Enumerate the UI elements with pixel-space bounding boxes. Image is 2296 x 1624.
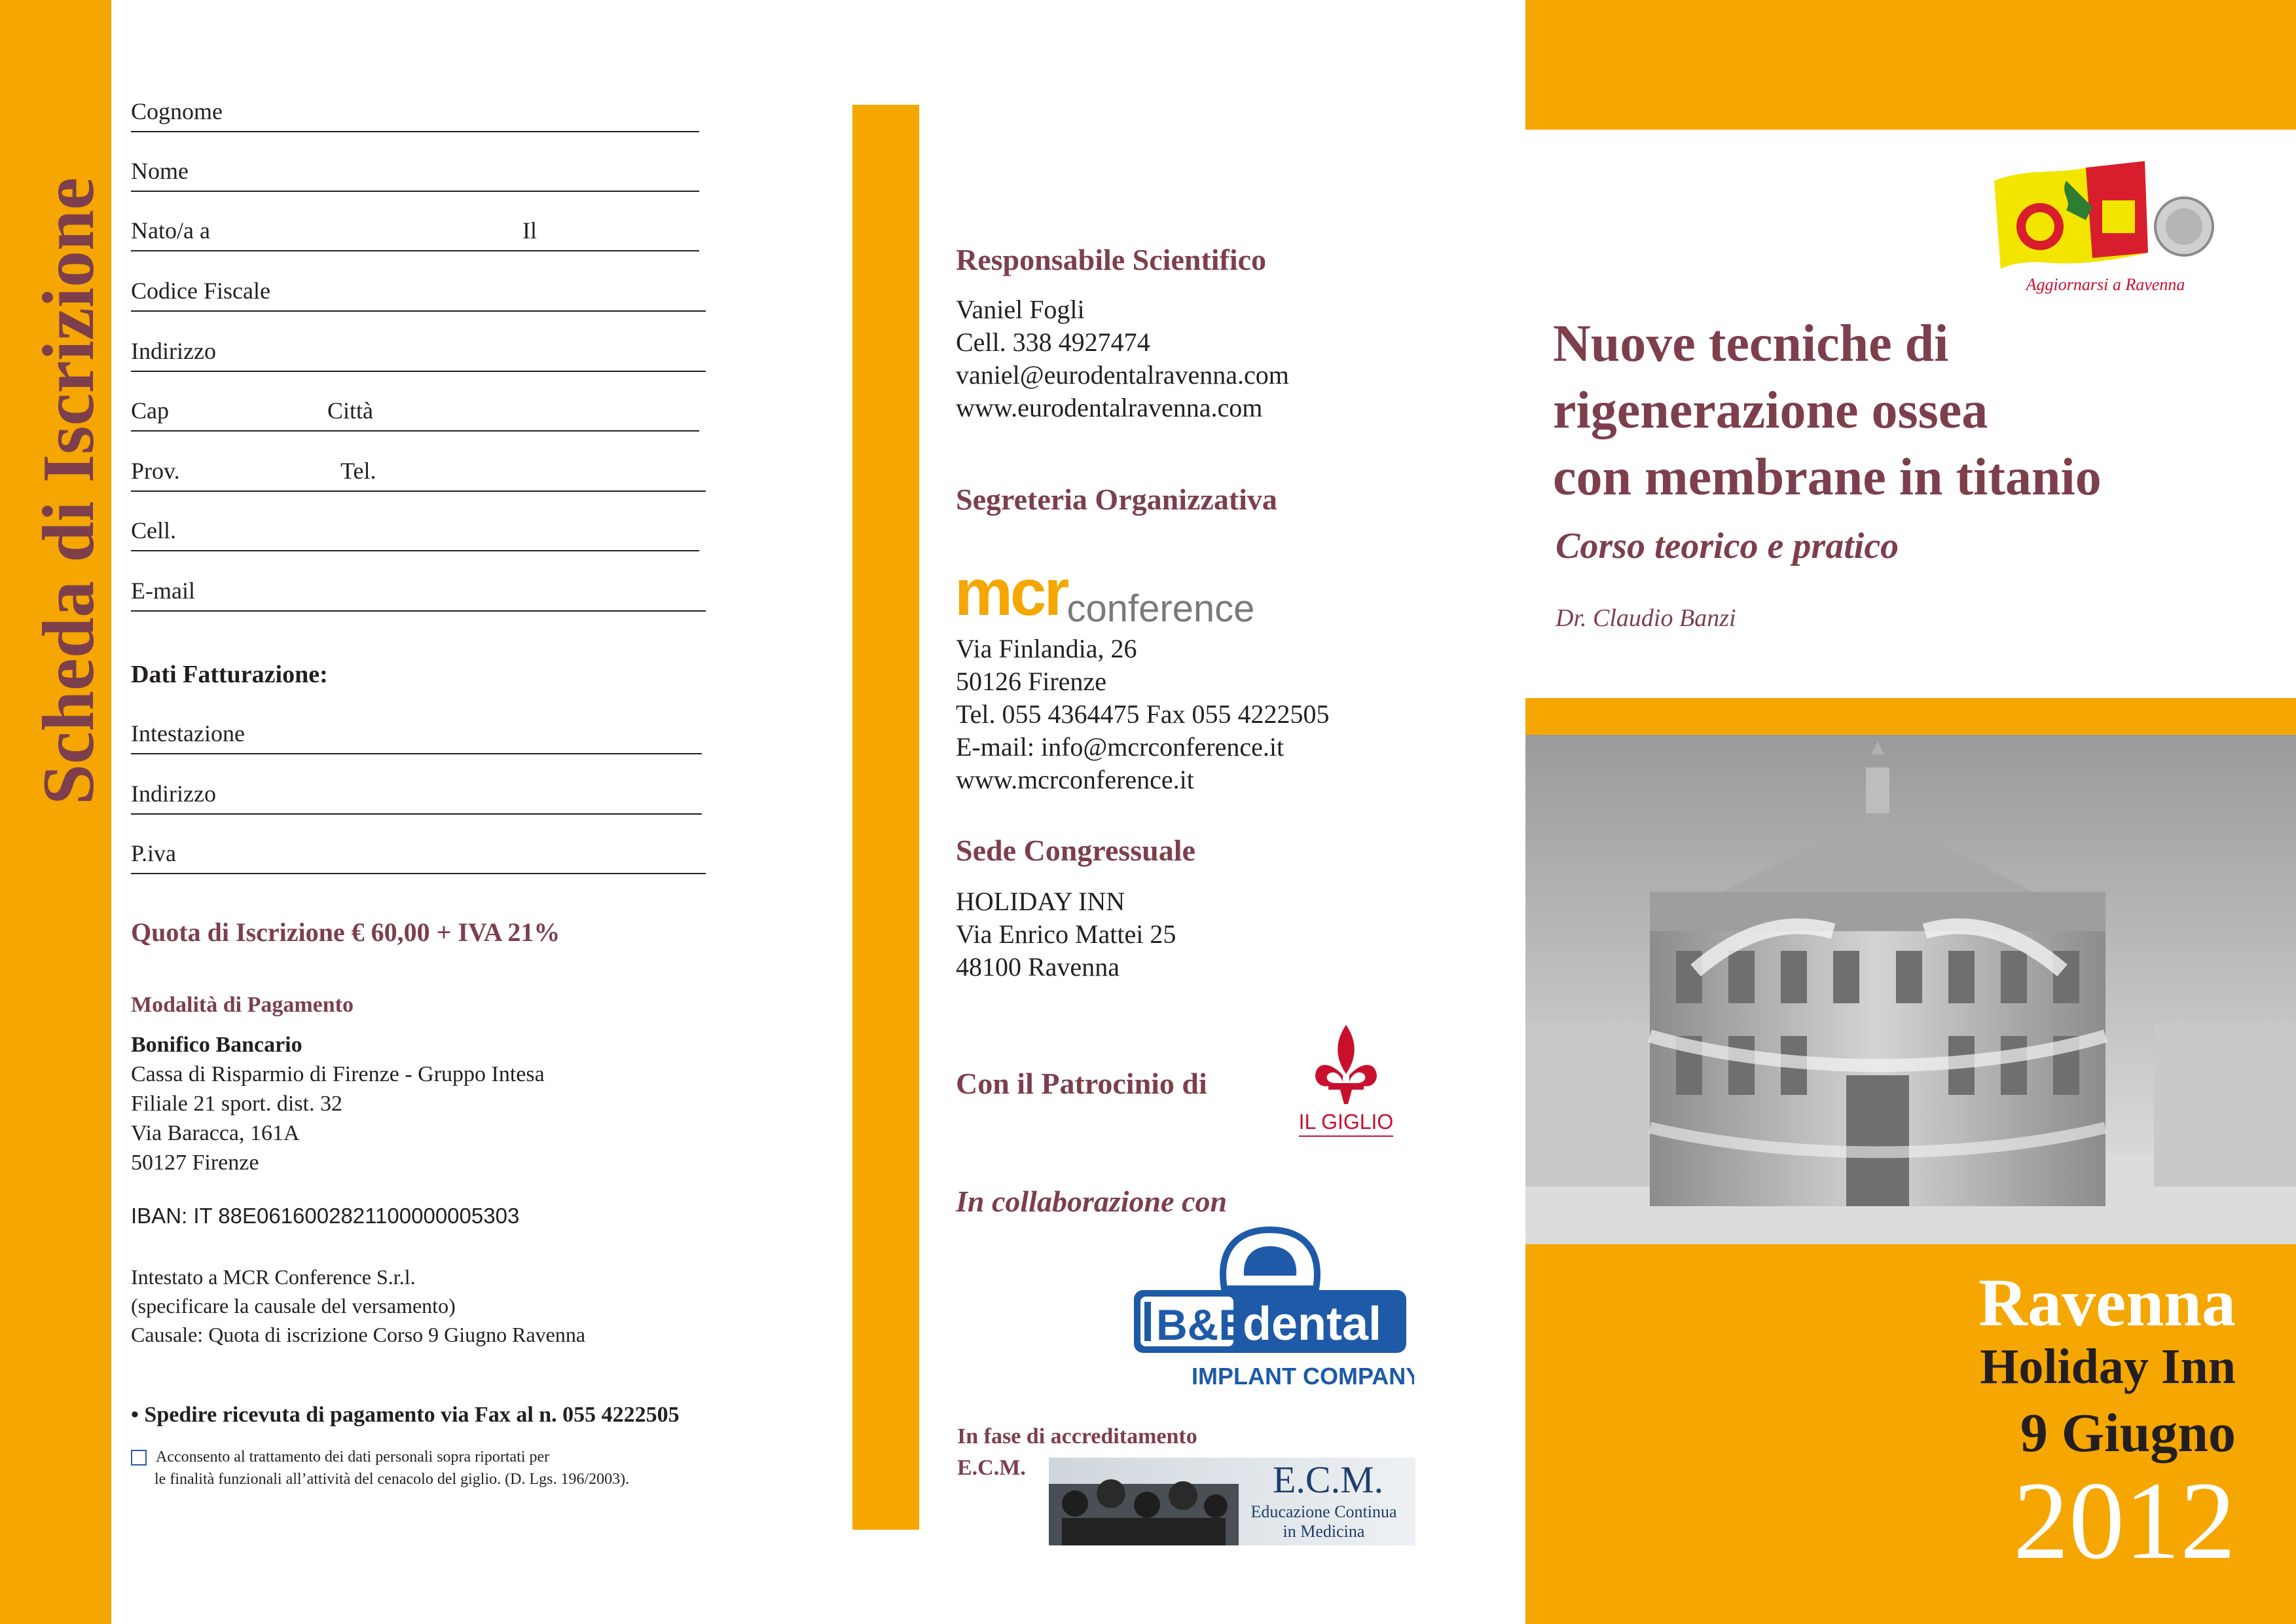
event-date: 9 Giugno [2020,1403,2236,1464]
email-label: E-mail [131,578,195,604]
intestazione-label: Intestazione [131,720,245,747]
birthplace-label: Nato/a a [131,217,210,244]
tel-label: Tel. [340,458,376,484]
codice-fiscale-field[interactable] [131,278,706,312]
patronage-heading: Con il Patrocinio di [956,1067,1207,1100]
ecm-box-title: E.C.M. [1273,1458,1384,1501]
cell-field[interactable] [131,517,699,551]
address-label: Indirizzo [131,338,216,364]
payment-heading: Modalità di Pagamento [131,993,354,1017]
birthplace-field[interactable] [131,217,699,251]
bank-branch: Filiale 21 sport. dist. 32 [131,1092,342,1116]
payee-note: (specificare la causale del versamento) [131,1294,456,1318]
payee-name: Intestato a MCR Conference S.r.l. [131,1265,416,1289]
il-giglio-text: IL GIGLIO [1299,1110,1394,1137]
organizer-email[interactable]: E-mail: info@mcrconference.it [956,732,1285,762]
cell-label: Cell. [131,517,176,544]
speaker-name: Dr. Claudio Banzi [1556,604,1736,632]
bb-tagline-text: IMPLANT COMPANY [1192,1363,1414,1390]
ecm-people-picture [1049,1458,1239,1545]
send-receipt-text: Spedire ricevuta di pagamento via Fax al n. 055 4222505 [144,1403,680,1427]
aggiornarsi-caption: Aggiornarsi a Ravenna [2026,275,2185,294]
fee-text: Quota di Iscrizione € 60,00 + IVA 21% [131,917,560,947]
mcr-conference-logo [955,555,1255,630]
ecm-box-subtitle [1239,1502,1409,1541]
payment-block [131,990,720,1177]
event-city: Ravenna [1978,1265,2236,1340]
cover-mid-band [1525,698,2296,736]
scientific-email[interactable]: vaniel@eurodentalravenna.com [956,360,1289,390]
address-field[interactable] [131,338,706,372]
bb-dental-logo [1126,1223,1414,1393]
ecm-line-1: In fase di accreditamento [957,1424,1197,1449]
venue-name: HOLIDAY INN [956,887,1125,916]
course-title-line-2: rigenerazione ossea [1553,382,1988,439]
organizer-web[interactable]: www.mcrconference.it [956,765,1194,794]
cap-label: Cap [131,397,169,424]
intestazione-field[interactable] [131,720,702,754]
ecm-line-2: E.C.M. [957,1456,1026,1480]
consent-text-2: le finalità funzionali all’attività del cenacolo del giglio. (D. Lgs. 196/2003). [155,1471,630,1488]
collaboration-heading: In collaborazione con [956,1185,1228,1218]
city-label: Città [327,397,373,424]
event-year: 2012 [2013,1459,2236,1582]
billing-address-field[interactable] [131,781,702,815]
course-title [1553,310,2273,511]
organizer-phone: Tel. 055 4364475 Fax 055 4222505 [956,699,1330,729]
prov-label: Prov. [131,458,180,484]
rotunda-xray-picture [1525,735,2296,1247]
cognome-label: Cognome [131,98,223,124]
prov-tel-field[interactable] [131,458,706,492]
payment-method: Bonifico Bancario [131,1033,302,1057]
organizer-heading: Segreteria Organizzativa [956,483,1277,516]
ecm-box-sub-1: Educazione Continua [1250,1502,1397,1521]
ecm-box-sub-2: in Medicina [1283,1522,1365,1541]
iban-text: IBAN: IT 88E0616002821100000005303 [131,1204,520,1228]
organizer-contact [956,633,1330,796]
scientific-contact [956,293,1289,424]
email-field[interactable] [131,578,706,612]
bb-word-text: dental [1243,1298,1382,1350]
mcr-logo-word: conference [1066,587,1255,630]
fleur-de-lis-icon [1310,1022,1382,1107]
nome-field[interactable] [131,158,699,192]
course-title-line-1: Nuove tecniche di [1553,315,1949,373]
mcr-logo-mark: mcr [955,556,1067,629]
codice-fiscale-label: Codice Fiscale [131,278,270,304]
organizer-city: 50126 Firenze [956,667,1106,696]
bb-brand-text: B&B [1156,1301,1250,1349]
venue-address [956,885,1176,984]
scientific-cell: Cell. 338 4927474 [956,327,1150,357]
billing-address-label: Indirizzo [131,781,216,807]
flag-emblem-icon [1988,155,2217,286]
middle-orange-bar [852,105,919,1530]
scientific-name: Vaniel Fogli [956,295,1085,324]
consent-text-1: Acconsento al trattamento dei dati personali sopra riportati per [156,1449,550,1466]
birthdate-label: Il [522,217,537,244]
piva-field[interactable] [131,840,706,874]
il-giglio-logo [1290,1022,1402,1146]
course-subtitle: Corso teorico e pratico [1556,526,1899,566]
venue-heading: Sede Congressuale [956,834,1195,867]
organizer-address: Via Finlandia, 26 [956,634,1137,663]
send-receipt-note [131,1403,680,1428]
payment-reason: Causale: Quota di iscrizione Corso 9 Giugno Ravenna [131,1323,586,1346]
ecm-logo-box [1049,1458,1415,1545]
piva-label: P.iva [131,840,177,866]
consent-checkbox[interactable] [131,1450,147,1466]
tooth-icon [1126,1223,1414,1393]
billing-heading: Dati Fatturazione: [131,661,328,688]
course-title-line-3: con membrane in titanio [1553,449,2102,506]
venue-city: 48100 Ravenna [956,952,1120,982]
cover-top-band [1525,0,2296,130]
bullet-icon: • [131,1403,145,1427]
payee-block [131,1263,786,1349]
building-picture [1525,735,2296,1247]
venue-street: Via Enrico Mattei 25 [956,919,1176,949]
cap-city-field[interactable] [131,397,699,432]
cognome-field[interactable] [131,98,699,132]
event-venue: Holiday Inn [1980,1339,2236,1394]
scientific-heading: Responsabile Scientifico [956,243,1267,276]
consent-row [131,1446,629,1490]
bank-name: Cassa di Risparmio di Firenze - Gruppo Intesa [131,1062,545,1086]
bank-street: Via Baracca, 161A [131,1121,300,1145]
nome-label: Nome [131,158,189,184]
bank-city: 50127 Firenze [131,1151,259,1175]
scientific-web[interactable]: www.eurodentalravenna.com [956,393,1263,422]
form-vertical-title: Scheda di Iscrizione [28,177,109,805]
